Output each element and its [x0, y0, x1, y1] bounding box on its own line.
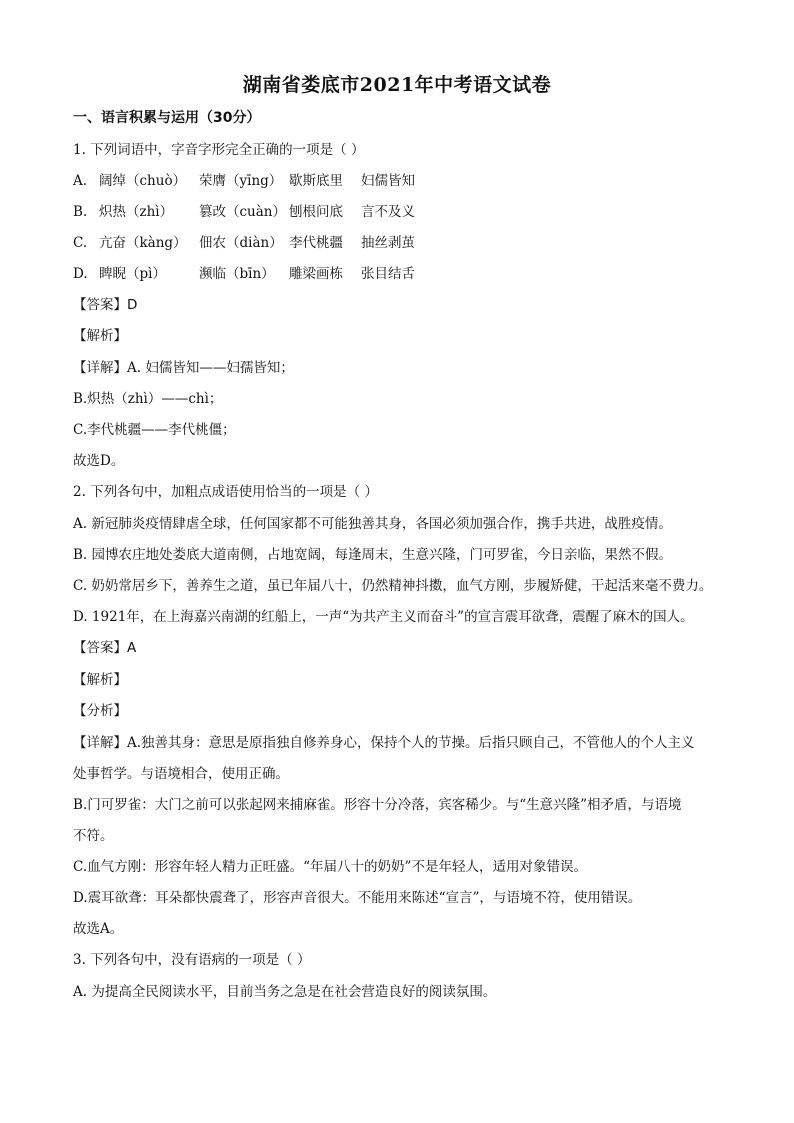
q1-option-a: [73, 171, 415, 191]
q2-detail: 【详解】A.独善其身：意思是原指独自修养身心，保持个人的节操。后指只顾自己，不管他人的个人主义: [73, 735, 695, 751]
option-word: 濒临（bīn）: [199, 266, 275, 282]
option-word: 雕梁画栋: [289, 266, 343, 282]
option-word: 抽丝剥茧: [361, 235, 415, 251]
q2-option-b: B. 园博农庄地处娄底大道南侧，占地宽阔，每逢周末，生意兴隆，门可罗雀，今日亲临，果然不假。: [73, 547, 673, 563]
option-word: 言不及义: [361, 204, 415, 220]
option-label: B.: [73, 204, 88, 220]
q2-answer: 【答案】A: [73, 640, 137, 656]
q1-option-d: [73, 264, 415, 284]
option-word: 炽热（zhì）: [99, 204, 174, 220]
option-word: 张目结舌: [361, 266, 415, 282]
option-word: 篡改（cuàn）: [199, 204, 286, 220]
option-label: A.: [73, 173, 88, 189]
q2-detail: B.门可罗雀：大门之前可以张起网来捕麻雀。形容十分冷落，宾客稀少。与“生意兴隆”相矛盾，与语境: [73, 797, 682, 813]
option-label: D.: [73, 266, 88, 282]
q1-answer: 【答案】D: [73, 297, 138, 313]
option-word: 佃农（diàn）: [199, 235, 283, 251]
q3-option-a: A. 为提高全民阅读水平，目前当务之急是在社会营造良好的阅读氛围。: [73, 984, 497, 1000]
q1-detail: B.炽热（zhì）——chì；: [73, 391, 223, 407]
option-word: 李代桃疆: [289, 235, 343, 251]
q2-detail: C.血气方刚：形容年轻人精力正旺盛。“年届八十的奶奶”不是年轻人，适用对象错误。: [73, 859, 587, 875]
q1-detail: C.李代桃疆——李代桃僵；: [73, 422, 236, 438]
q2-option-c: C. 奶奶常居乡下，善养生之道，虽已年届八十，仍然精神抖擞，血气方刚，步履矫健，干起活来毫不费力。: [73, 578, 713, 594]
q1-option-c: [73, 233, 415, 253]
option-word: 亢奋（kàng）: [99, 235, 187, 251]
q2-stem: 2. 下列各句中，加粗点成语使用恰当的一项是（ ）: [73, 484, 378, 500]
section-heading: 一、语言积累与运用（30分）: [73, 110, 261, 126]
page-title: 湖南省娄底市2021年中考语文试卷: [242, 74, 552, 96]
option-word: 刨根问底: [289, 204, 343, 220]
option-word: 荣膺（yīng）: [199, 173, 283, 189]
q2-detail: 不符。: [73, 828, 114, 844]
q2-analysis-head: 【解析】: [73, 672, 127, 688]
q3-stem: 3. 下列各句中，没有语病的一项是（ ）: [73, 952, 311, 968]
q2-option-d: D. 1921年，在上海嘉兴南湖的红船上，一声“为共产主义而奋斗”的宣言震耳欲聋，震醒了麻木的国人。: [73, 609, 694, 625]
option-label: C.: [73, 235, 88, 251]
q1-detail: 【详解】A. 妇儒皆知——妇孺皆知；: [73, 360, 294, 376]
q2-detail: D.震耳欲聋：耳朵都快震聋了，形容声音很大。不能用来陈述“宣言”，与语境不符，使用错误。: [73, 890, 642, 906]
option-word: 阔绰（chuò）: [99, 173, 187, 189]
q2-fenxi-head: 【分析】: [73, 703, 127, 719]
q1-option-b: [73, 202, 415, 222]
option-word: 睥睨（pì）: [99, 266, 166, 282]
option-word: 歇斯底里: [289, 173, 343, 189]
q2-detail: 处事哲学。与语境相合，使用正确。: [73, 766, 289, 782]
q2-option-a: A. 新冠肺炎疫情肆虐全球，任何国家都不可能独善其身，各国必须加强合作，携手共进，战胜疫情。: [73, 516, 672, 532]
q1-detail: 故选D。: [73, 453, 125, 469]
option-word: 妇儒皆知: [361, 173, 415, 189]
q1-analysis-head: 【解析】: [73, 328, 127, 344]
q2-detail: 故选A。: [73, 921, 124, 937]
q1-stem: 1. 下列词语中，字音字形完全正确的一项是（ ）: [73, 142, 365, 158]
